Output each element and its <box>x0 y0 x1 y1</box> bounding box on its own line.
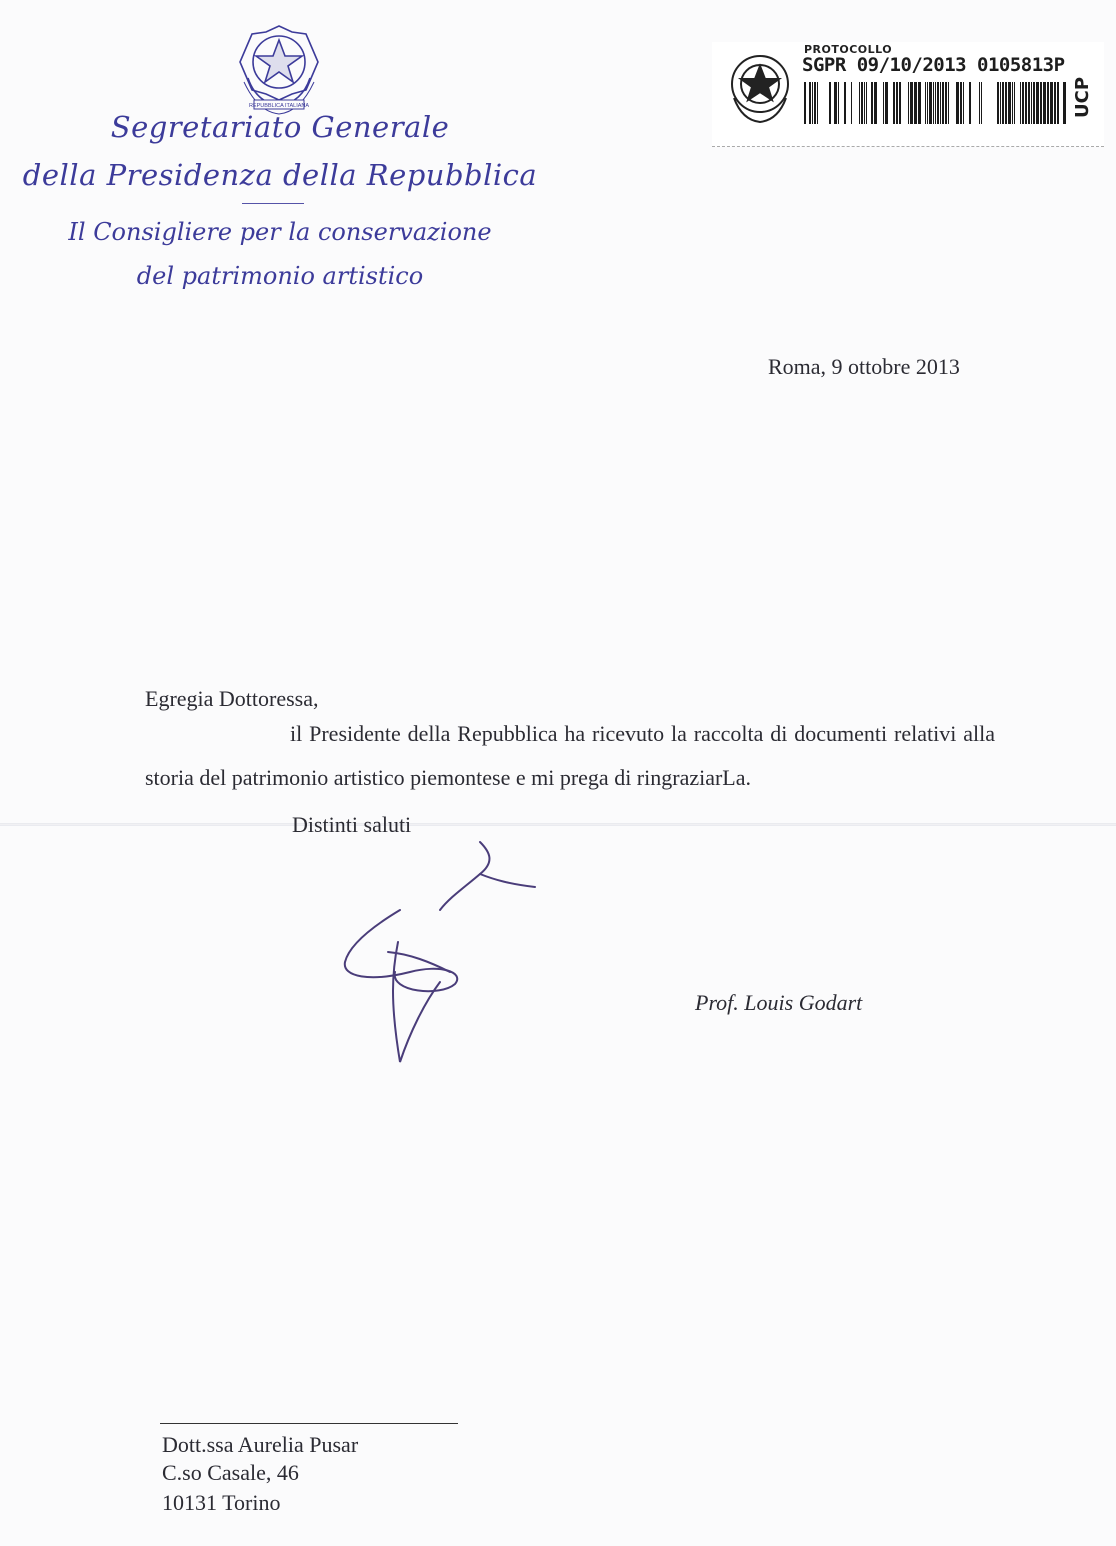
letterhead-subtitle: della Presidenza della Repubblica <box>22 158 538 192</box>
barcode-bar <box>838 82 839 124</box>
barcode-bar <box>979 82 980 124</box>
letter-salutation: Egregia Dottoressa, <box>145 686 319 711</box>
address-divider <box>160 1423 458 1424</box>
protocol-side-text: UCP <box>1072 76 1093 118</box>
barcode-bar <box>960 82 962 124</box>
barcode-bar <box>948 82 949 124</box>
barcode-bar <box>804 82 806 124</box>
barcode-bar <box>942 82 944 124</box>
barcode-bar <box>945 82 947 124</box>
barcode-bar <box>859 82 860 124</box>
barcode-bar <box>927 82 928 124</box>
barcode-bar <box>1005 82 1007 124</box>
barcode-bar <box>969 82 971 124</box>
barcode-bar <box>929 82 932 124</box>
emblem-banner-text: REPUBBLICA ITALIANA <box>248 103 310 109</box>
barcode-bar <box>910 82 913 124</box>
letter-signer: Prof. Louis Godart <box>695 990 863 1015</box>
protocol-code: SGPR 09/10/2013 0105813P <box>802 54 1065 76</box>
barcode-bar <box>1012 82 1013 124</box>
barcode-bar <box>937 82 939 124</box>
barcode-bar <box>918 82 921 124</box>
barcode-bar <box>925 82 926 124</box>
letterhead-office-2: del patrimonio artistico <box>136 262 424 290</box>
barcode-bar <box>1028 82 1030 124</box>
barcode-bar <box>896 82 898 124</box>
barcode-bar <box>1036 82 1039 124</box>
barcode-bar <box>883 82 884 124</box>
barcode-bar <box>1057 82 1059 124</box>
barcode-bar <box>1040 82 1042 124</box>
barcode-bar <box>1047 82 1049 124</box>
barcode-bar <box>1025 82 1027 124</box>
letterhead-divider <box>242 203 304 204</box>
barcode-bar <box>817 82 818 124</box>
protocol-label: PROTOCOLLO <box>804 43 893 56</box>
barcode-bar <box>829 82 831 124</box>
barcode-bar <box>997 82 999 124</box>
barcode-bar <box>1002 82 1004 124</box>
barcode-bar <box>1014 82 1015 124</box>
barcode-bar <box>981 82 982 124</box>
barcode-bar <box>834 82 837 124</box>
barcode-bar <box>844 82 846 124</box>
barcode-bar <box>963 82 964 124</box>
barcode-bar <box>814 82 816 124</box>
letterhead-office: Il Consigliere per la conservazione <box>68 218 492 246</box>
barcode-bar <box>1063 82 1066 124</box>
barcode-bar <box>899 82 901 124</box>
letter-closing: Distinti saluti <box>292 812 412 837</box>
barcode-bar <box>1008 82 1011 124</box>
barcode-bar <box>1054 82 1056 124</box>
letterhead-title: Segretariato Generale <box>110 110 450 144</box>
barcode-bar <box>956 82 959 124</box>
barcode-bar <box>864 82 865 124</box>
protocol-stamp <box>712 42 1104 147</box>
barcode-bar <box>809 82 811 124</box>
recipient-street: C.so Casale, 46 <box>162 1460 299 1485</box>
barcode-bar <box>1020 82 1021 124</box>
barcode-bar <box>1050 82 1053 124</box>
barcode-bar <box>935 82 936 124</box>
barcode-bar <box>1022 82 1024 124</box>
barcode <box>804 82 1066 124</box>
barcode-bar <box>861 82 863 124</box>
recipient-city: 10131 Torino <box>162 1490 281 1515</box>
barcode-bar <box>1000 82 1001 124</box>
italian-republic-emblem-icon <box>726 50 794 126</box>
barcode-bar <box>893 82 895 124</box>
barcode-bar <box>866 82 867 124</box>
barcode-bar <box>914 82 917 124</box>
recipient-name: Dott.ssa Aurelia Pusar <box>162 1432 359 1457</box>
letter-date: Roma, 9 ottobre 2013 <box>768 354 960 379</box>
letter-body: il Presidente della Repubblica ha ricevuto la raccolta di documenti relativi alla storia del patrimonio artistico piemontese e mi prega di ringraziarLa. <box>145 721 995 790</box>
barcode-bar <box>871 82 873 124</box>
barcode-bar <box>940 82 941 124</box>
paper-fold <box>0 823 1116 826</box>
barcode-bar <box>1033 82 1035 124</box>
barcode-bar <box>1031 82 1032 124</box>
barcode-bar <box>1043 82 1046 124</box>
handwritten-signature <box>330 832 560 1072</box>
barcode-bar <box>874 82 877 124</box>
barcode-bar <box>812 82 813 124</box>
barcode-bar <box>851 82 852 124</box>
barcode-bar <box>908 82 909 124</box>
barcode-bar <box>933 82 934 124</box>
barcode-bar <box>885 82 888 124</box>
italian-republic-emblem-icon <box>236 22 322 120</box>
